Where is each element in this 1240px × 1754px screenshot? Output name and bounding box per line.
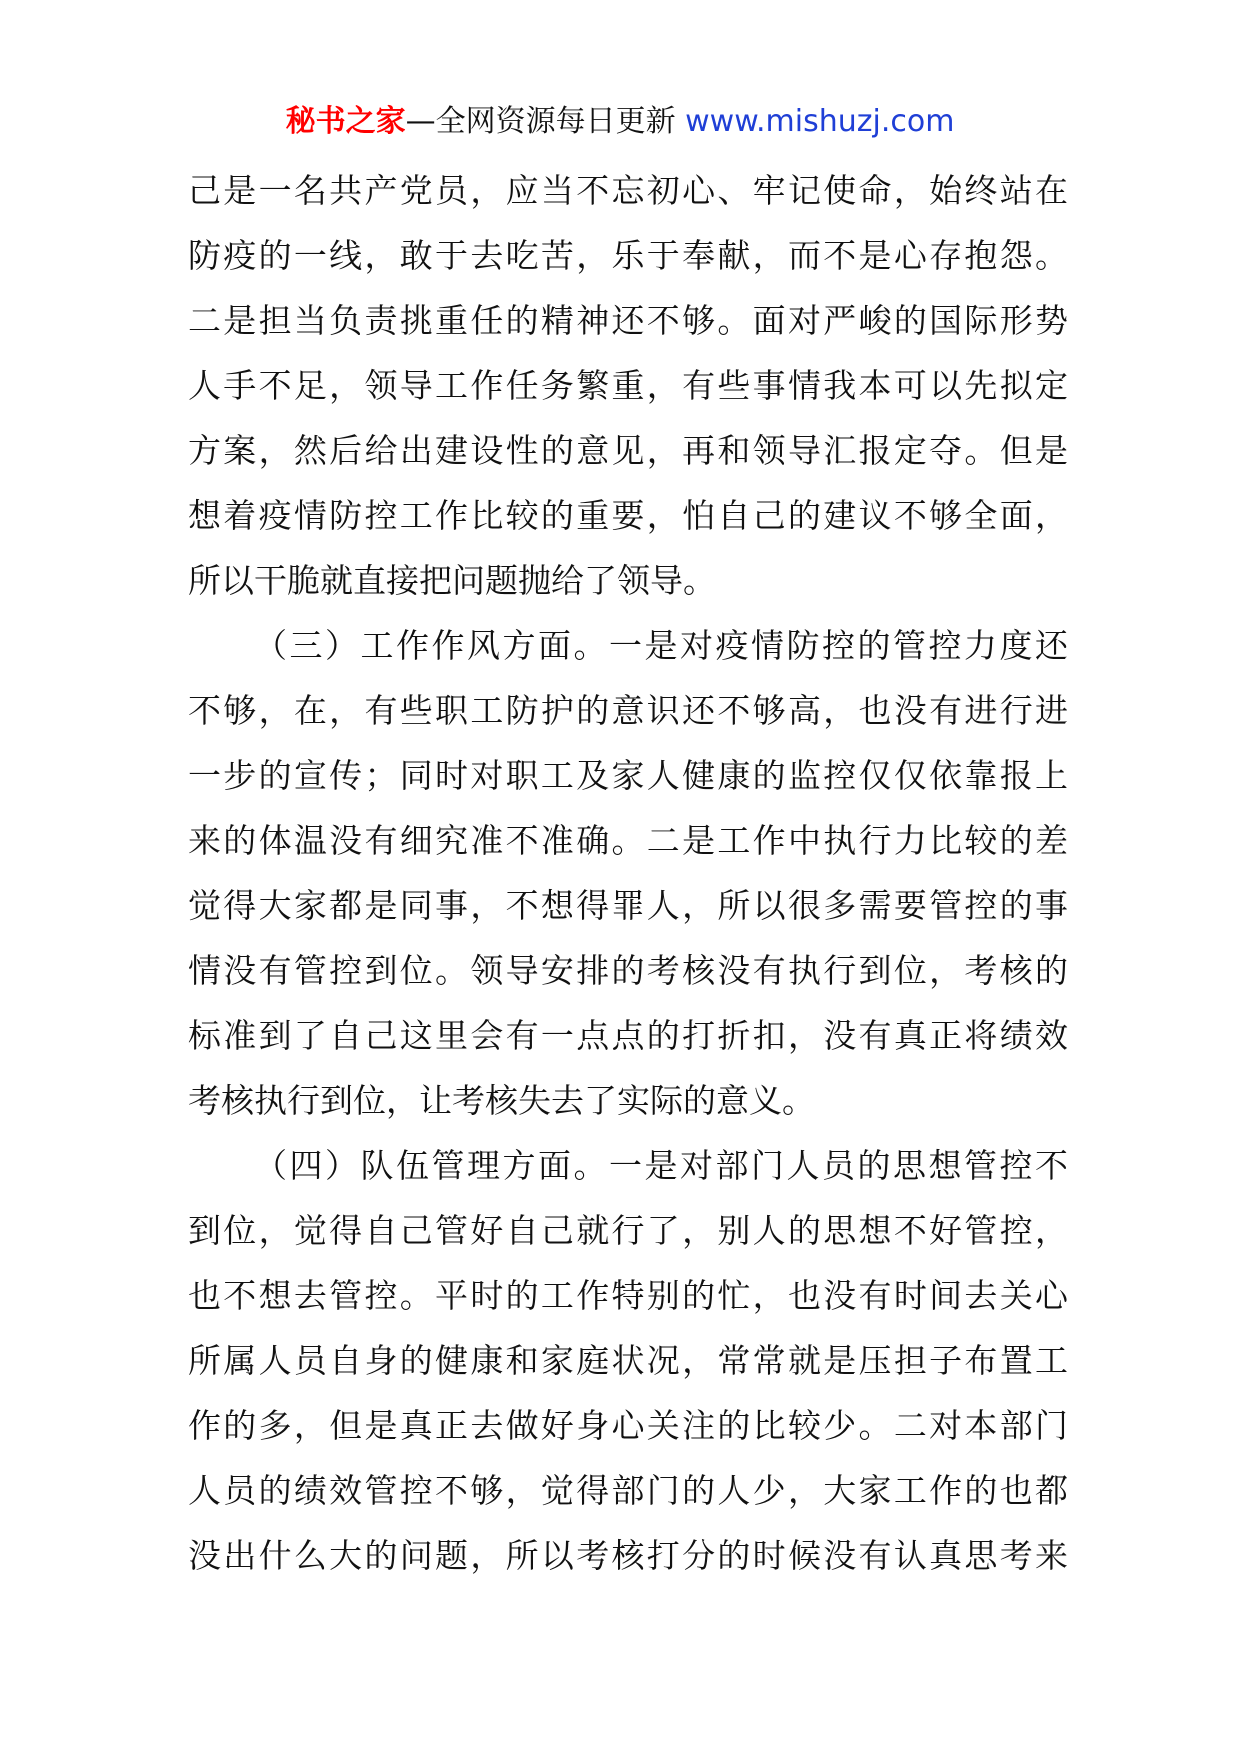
- text-line: 己是一名共产党员，应当不忘初心、牢记使命，始终站在: [188, 171, 1068, 210]
- text-line: 不够，在，有些职工防护的意识还不够高，也没有进行进: [188, 691, 1068, 730]
- text-line: 人员的绩效管控不够，觉得部门的人少，大家工作的也都: [188, 1471, 1068, 1510]
- text-line: 所属人员自身的健康和家庭状况，常常就是压担子布置工: [188, 1341, 1068, 1380]
- text-line: 考核执行到位，让考核失去了实际的意义。: [188, 1081, 815, 1120]
- text-line: 作的多，但是真正去做好身心关注的比较少。二对本部门: [188, 1406, 1068, 1445]
- text-line: 二是担当负责挑重任的精神还不够。面对严峻的国际形势: [188, 301, 1068, 340]
- site-header: [0, 100, 1240, 144]
- site-tagline: —全网资源每日更新: [405, 104, 676, 139]
- text-line: 人手不足，领导工作任务繁重，有些事情我本可以先拟定: [188, 366, 1068, 405]
- text-line: 想着疫情防控工作比较的重要，怕自己的建议不够全面，: [188, 496, 1068, 535]
- text-line: 到位，觉得自己管好自己就行了，别人的思想不好管控，: [188, 1211, 1068, 1250]
- text-line: 觉得大家都是同事，不想得罪人，所以很多需要管控的事: [188, 886, 1068, 925]
- section-heading-line: （四）队伍管理方面。一是对部门人员的思想管控不: [254, 1146, 1068, 1185]
- text-line: 一步的宣传；同时对职工及家人健康的监控仅仅依靠报上: [188, 756, 1068, 795]
- text-line: 来的体温没有细究准不准确。二是工作中执行力比较的差: [188, 821, 1068, 860]
- text-line: 防疫的一线，敢于去吃苦，乐于奉献，而不是心存抱怨。: [188, 236, 1068, 275]
- text-line: 所以干脆就直接把问题抛给了领导。: [188, 561, 716, 600]
- section-heading-line: （三）工作作风方面。一是对疫情防控的管控力度还: [254, 626, 1068, 665]
- document-body: [188, 158, 1068, 1588]
- site-url-link[interactable]: www.mishuzj.com: [685, 104, 955, 139]
- text-line: 标准到了自己这里会有一点点的打折扣，没有真正将绩效: [188, 1016, 1068, 1055]
- text-line: 也不想去管控。平时的工作特别的忙，也没有时间去关心: [188, 1276, 1068, 1315]
- text-line: 方案，然后给出建设性的意见，再和领导汇报定夺。但是: [188, 431, 1068, 470]
- text-line: 情没有管控到位。领导安排的考核没有执行到位，考核的: [188, 951, 1068, 990]
- site-brand: 秘书之家: [285, 104, 406, 139]
- text-line: 没出什么大的问题，所以考核打分的时候没有认真思考来: [188, 1536, 1068, 1575]
